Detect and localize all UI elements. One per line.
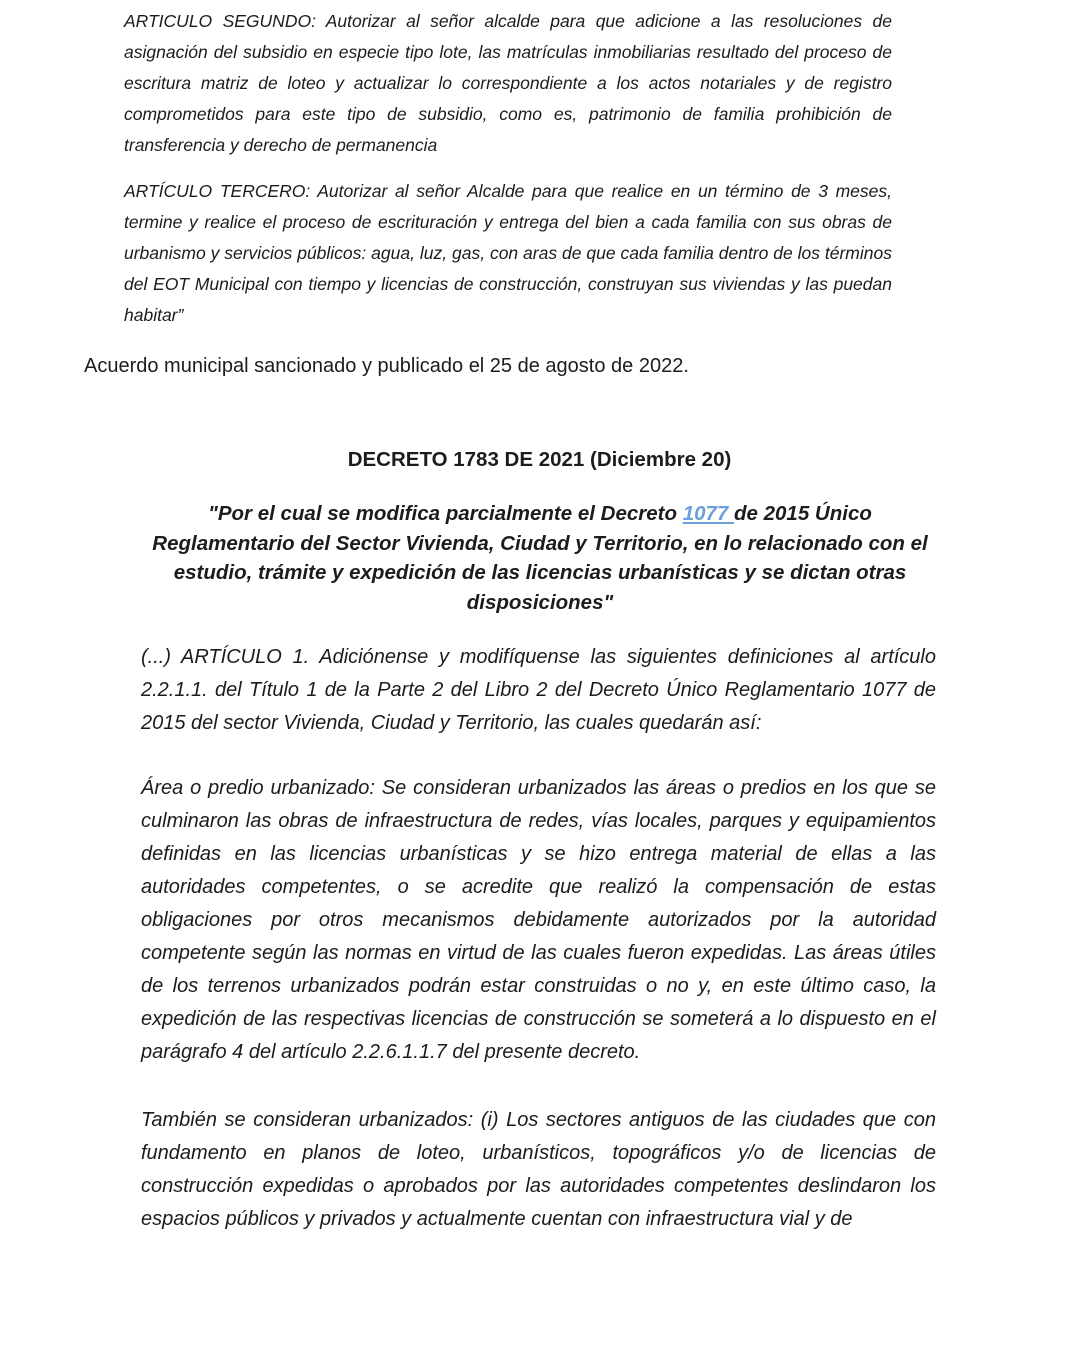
tambien-paragraph: También se consideran urbanizados: (i) Los sectores antiguos de las ciudades que con fundamento en planos de loteo, urbanísticos, topográficos y/o de licencias de construcción expedidas o aprobados por las autoridades competentes deslindaron los espacios públicos y privados y actualmente cuentan con infraestructura vial y de [141,1109,936,1230]
articulo-segundo-paragraph: ARTICULO SEGUNDO: Autorizar al señor alcalde para que adicione a las resoluciones de asignación del subsidio en especie tipo lote, las matrículas inmobiliarias resultado del proceso de escritura matriz de loteo y actualizar lo correspondiente a los actos notariales y de registro comprometidos para este tipo de subsidio, como es, patrimonio de familia prohibición de transferencia y derecho de permanencia [124,11,892,155]
acuerdo-statement: Acuerdo municipal sancionado y publicado el 25 de agosto de 2022. [84,355,689,377]
decreto-title: DECRETO 1783 DE 2021 (Diciembre 20) [347,448,732,471]
decreto-subtitle-end: de 2015 Único Reglamentario del Sector Vivienda, Ciudad y Territorio, en lo relacionado con el estudio, trámite y expedición de las licencias urbanísticas y se dictan otras disposiciones" [152,502,928,614]
decreto-subtitle [140,499,940,617]
articulo-tercero-paragraph: ARTÍCULO TERCERO: Autorizar al señor Alcalde para que realice en un término de 3 meses, termine y realice el proceso de escrituración y entrega del bien a cada familia con sus obras de urbanismo y servicios públicos: agua, luz, gas, con aras de que cada familia dentro de los términos del EOT Municipal con tiempo y licencias de construcción, construyan sus viviendas y las puedan habitar” [124,181,892,325]
decreto-subtitle-start: "Por el cual se modifica parcialmente el Decreto [208,502,683,525]
articulo-1-paragraph: (...) ARTÍCULO 1. Adiciónense y modifíquense las siguientes definiciones al artículo 2.2.1.1. del Título 1 de la Parte 2 del Libro 2 del Decreto Único Reglamentario 1077 de 2015 del sector Vivienda, Ciudad y Territorio, las cuales quedarán así: [141,646,936,734]
area-predio-definition: Área o predio urbanizado: Se consideran urbanizados las áreas o predios en los que se culminaron las obras de infraestructura de redes, vías locales, parques y equipamientos definidas en las licencias urbanísticas y se hizo entrega material de ellas a las autoridades competentes, o se acredite que realizó la compensación de estas obligaciones por otros mecanismos debidamente autorizados por la autoridad competente según las normas en virtud de las cuales fueron expedidas. Las áreas útiles de los terrenos urbanizados podrán estar construidas o no y, en este último caso, la expedición de las respectivas licencias de construcción se someterá a lo dispuesto en el parágrafo 4 del artículo 2.2.6.1.1.7 del presente decreto. [141,777,936,1063]
decreto-1077-link[interactable]: 1077 [682,502,734,525]
